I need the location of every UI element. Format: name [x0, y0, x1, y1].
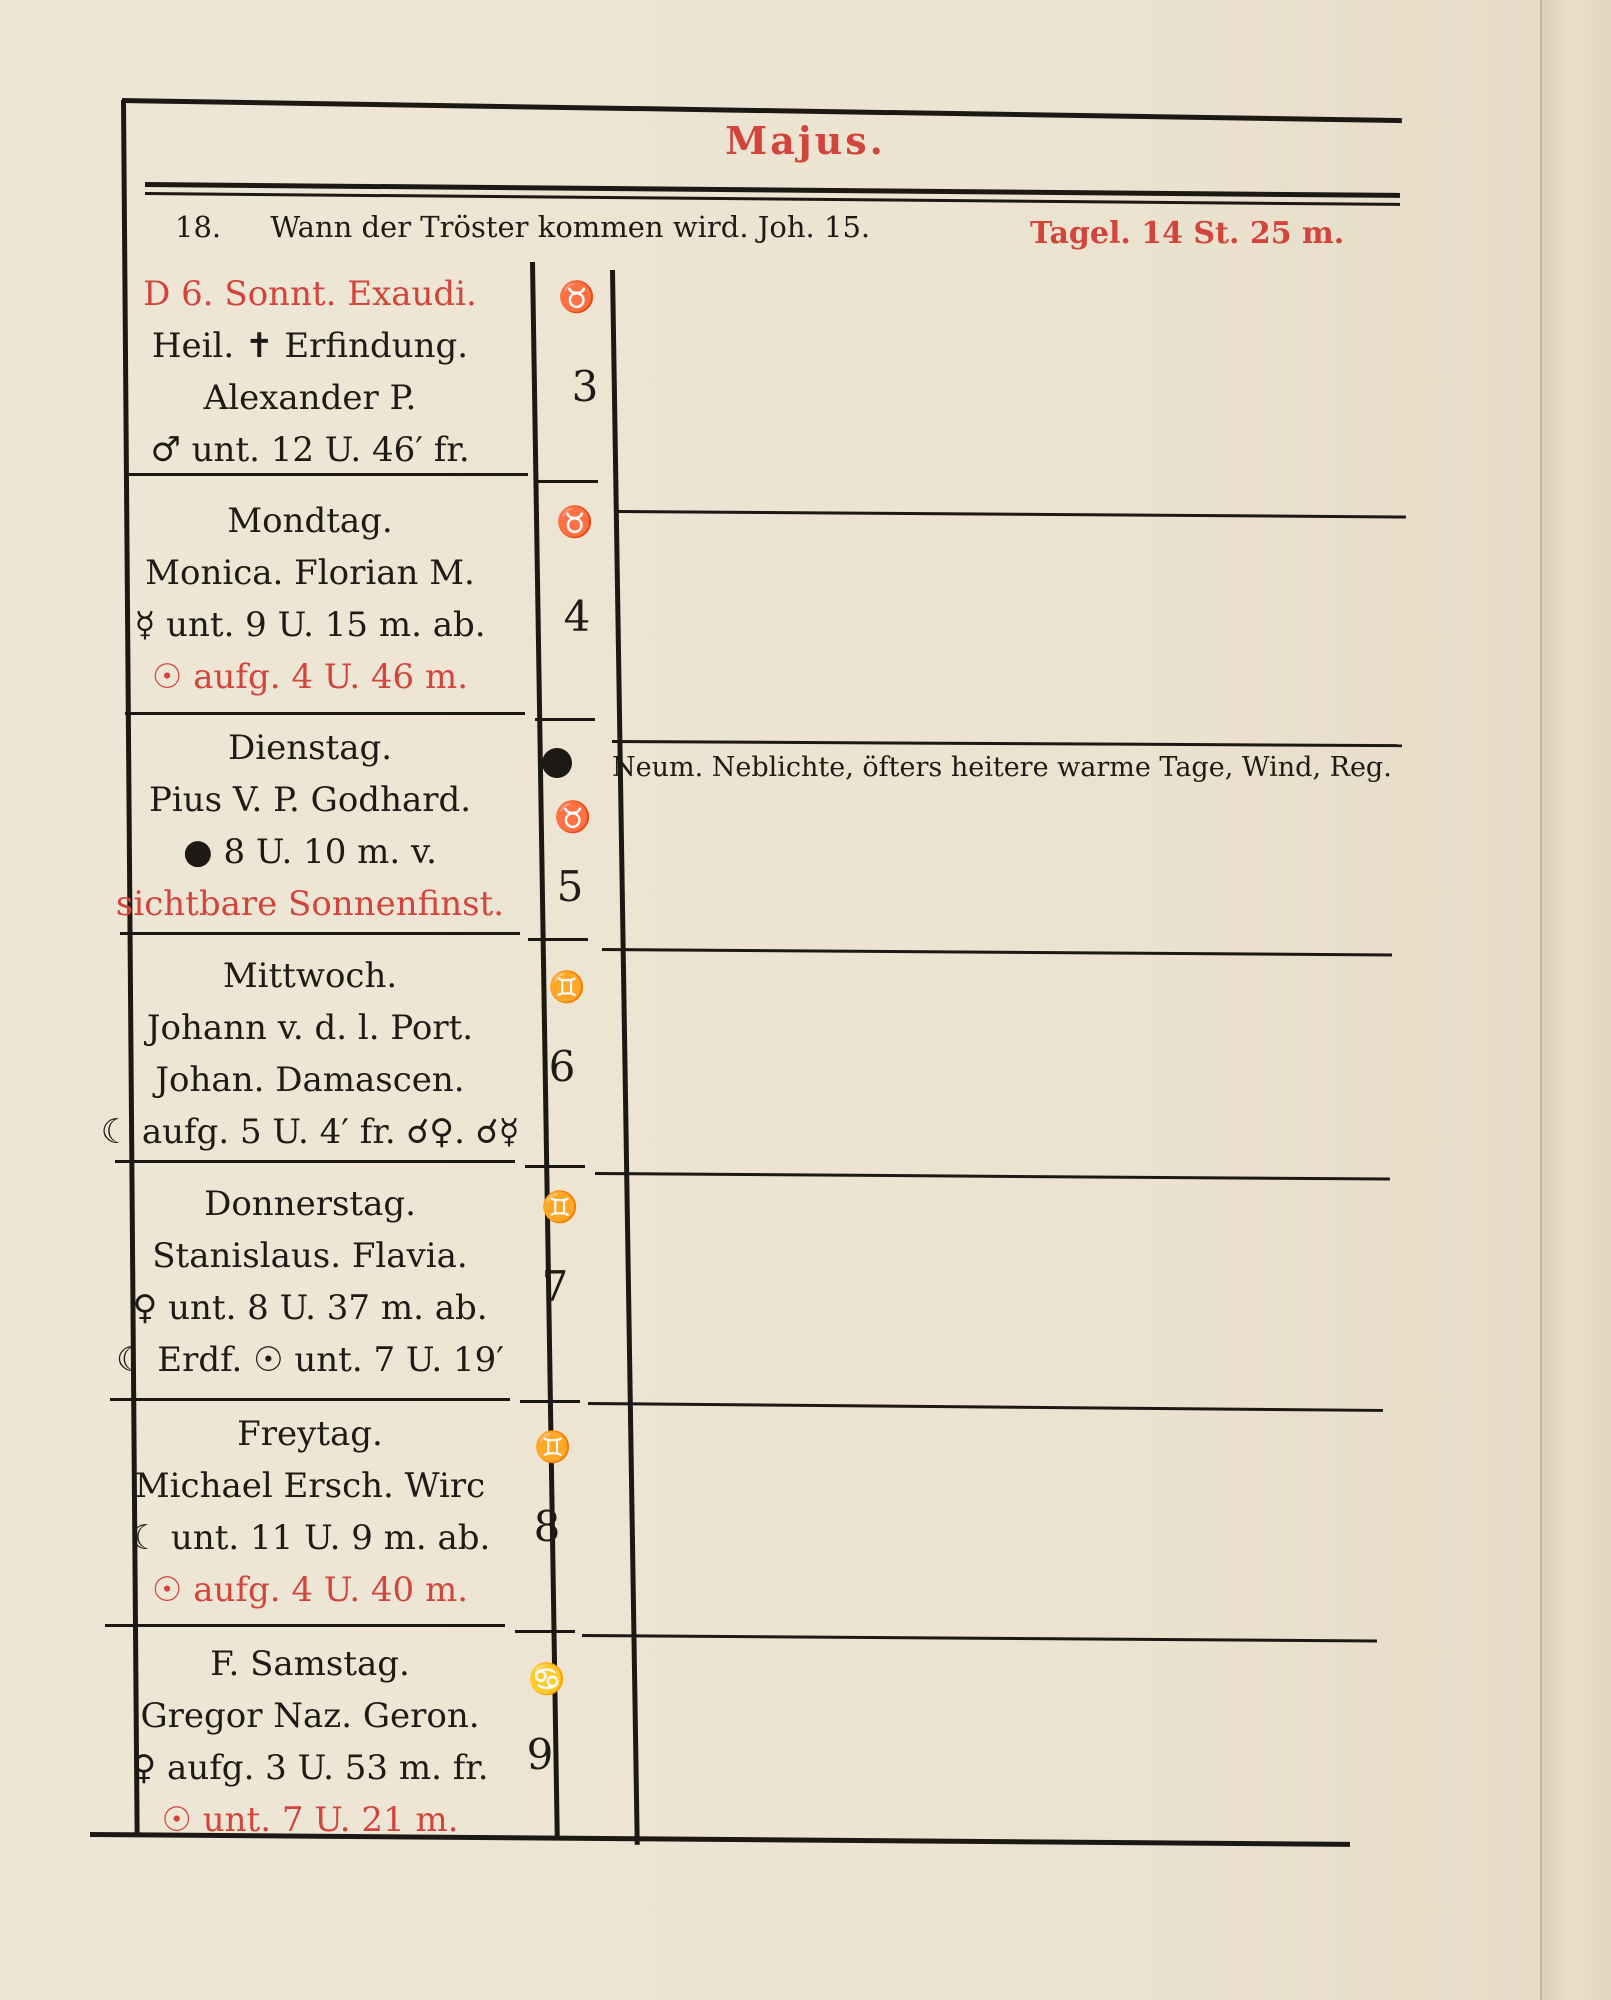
- zodiac-divider: [520, 1400, 580, 1403]
- zodiac-sign-icon: ♋: [528, 1662, 566, 1697]
- date-number: 6: [548, 1042, 576, 1091]
- zodiac-sign-icon: ♊: [534, 1430, 572, 1465]
- zodiac-sign-icon: ♉: [556, 505, 594, 540]
- day-line: Gregor Naz. Geron.: [140, 1696, 480, 1736]
- day-line: ♂ unt. 12 U. 46′ fr.: [150, 430, 470, 470]
- day-entry: [100, 495, 520, 703]
- day-line: Mondtag.: [227, 501, 393, 541]
- date-number: 3: [571, 362, 599, 411]
- day-line: D 6. Sonnt. Exaudi.: [143, 274, 477, 314]
- day-line: ☿ unt. 9 U. 15 m. ab.: [134, 605, 486, 645]
- day-line: Donnerstag.: [204, 1184, 416, 1224]
- day-line: ☉ unt. 7 U. 21 m.: [161, 1800, 459, 1840]
- day-line: Alexander P.: [203, 378, 417, 418]
- date-number: 9: [526, 1730, 554, 1779]
- week-number: 18.: [175, 210, 222, 244]
- zodiac-divider: [525, 1165, 585, 1168]
- zodiac-divider: [528, 938, 588, 941]
- day-line: Pius V. P. Godhard.: [148, 780, 472, 820]
- day-line: ☾ Erdf. ☉ unt. 7 U. 19′: [115, 1340, 505, 1380]
- date-number: 5: [556, 862, 584, 911]
- day-line: Freytag.: [237, 1414, 383, 1454]
- row-divider: [110, 1398, 510, 1401]
- day-line: ♀ unt. 8 U. 37 m. ab.: [132, 1288, 488, 1328]
- zodiac-sign-icon: ♊: [541, 1190, 579, 1225]
- day-line: F. Samstag.: [210, 1644, 410, 1684]
- day-entry: [100, 1638, 520, 1846]
- day-line: Michael Ersch. Wirc: [134, 1466, 486, 1506]
- day-line: ● 8 U. 10 m. v.: [183, 832, 437, 872]
- day-entry: [100, 1408, 520, 1616]
- day-line: ♀ aufg. 3 U. 53 m. fr.: [131, 1748, 489, 1788]
- date-number: 4: [563, 592, 591, 641]
- day-line: ☉ aufg. 4 U. 46 m.: [151, 657, 469, 697]
- month-title: Majus.: [725, 118, 886, 163]
- day-entry: [100, 1178, 520, 1386]
- date-number: 8: [533, 1502, 561, 1551]
- row-divider: [125, 712, 525, 715]
- day-entry: [100, 950, 520, 1158]
- day-line: Heil. ✝ Erfindung.: [151, 326, 469, 366]
- day-line: Monica. Florian M.: [145, 553, 475, 593]
- zodiac-divider: [535, 718, 595, 721]
- day-line: Dienstag.: [227, 728, 393, 768]
- day-entry: [100, 722, 520, 930]
- new-moon-icon: [542, 748, 572, 778]
- gospel-text: Wann der Tröster kommen wird. Joh. 15.: [270, 210, 871, 244]
- day-line: ☾ unt. 11 U. 9 m. ab.: [129, 1518, 491, 1558]
- day-line: ☉ aufg. 4 U. 40 m.: [151, 1570, 469, 1610]
- zodiac-sign-icon: ♉: [558, 280, 596, 315]
- day-length: Tagel. 14 St. 25 m.: [1030, 216, 1345, 251]
- row-divider: [115, 1160, 515, 1163]
- day-line: sichtbare Sonnenfinst.: [115, 884, 505, 924]
- day-line: Stanislaus. Flavia.: [152, 1236, 468, 1276]
- day-line: Johan. Damascen.: [155, 1060, 465, 1100]
- date-number: 7: [541, 1262, 569, 1311]
- row-divider: [105, 1624, 505, 1627]
- zodiac-sign-icon: ♉: [554, 800, 592, 835]
- zodiac-sign-icon: ♊: [548, 970, 586, 1005]
- day-entry: [100, 268, 520, 476]
- weather-forecast: Neum. Neblichte, öfters heitere warme Tage, Wind, Reg.: [612, 752, 1392, 783]
- day-line: Mittwoch.: [222, 956, 398, 996]
- day-line: ☾ aufg. 5 U. 4′ fr. ☌♀. ☌☿: [100, 1112, 520, 1152]
- zodiac-divider: [515, 1630, 575, 1633]
- row-divider: [120, 932, 520, 935]
- zodiac-divider: [538, 480, 598, 483]
- page-gutter: [1540, 0, 1611, 2000]
- day-line: Johann v. d. l. Port.: [146, 1008, 474, 1048]
